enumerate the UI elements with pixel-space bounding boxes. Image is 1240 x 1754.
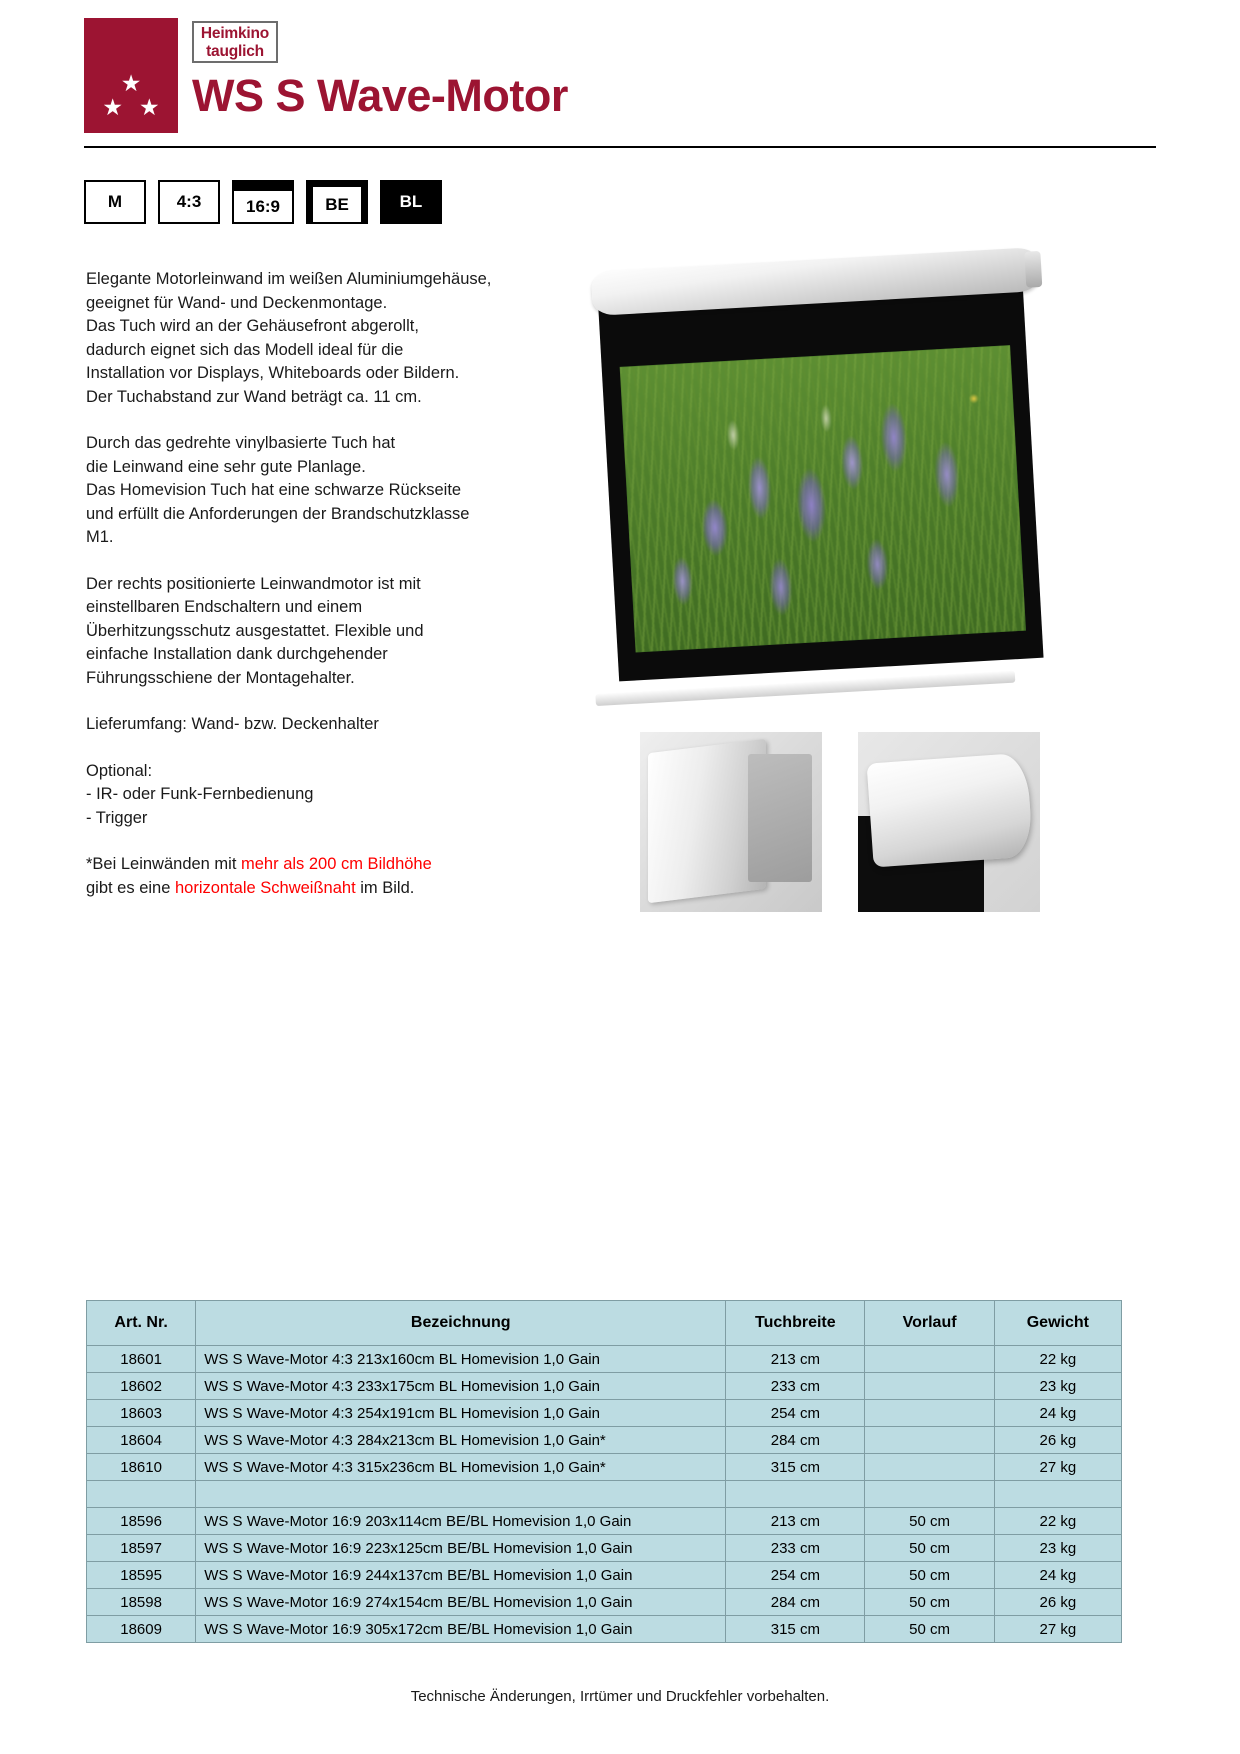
meadow-photo-texture [620, 345, 1026, 652]
optional-heading: Optional: [86, 761, 153, 780]
cell-art-nr: 18610 [87, 1454, 196, 1481]
desc-p1-line-4: dadurch eignet sich das Modell ideal für die [86, 340, 404, 359]
cell-bezeichnung: WS S Wave-Motor 16:9 305x172cm BE/BL Homevision 1,0 Gain [196, 1616, 726, 1643]
table-row [87, 1535, 1122, 1562]
cell-vorlauf: 50 cm [865, 1535, 994, 1562]
cell-tuchbreite: 254 cm [726, 1400, 865, 1427]
description-paragraph-1 [86, 268, 586, 409]
optional-accessories [86, 760, 586, 831]
description-paragraph-3 [86, 573, 586, 691]
heimkino-tauglich-badge [192, 21, 278, 63]
desc-p3-line-4: einfache Installation dank durchgehender [86, 645, 388, 663]
cell-art-nr: 18598 [87, 1589, 196, 1616]
footnote-line2-black-end: im Bild. [355, 878, 415, 897]
cell-gewicht: 22 kg [994, 1346, 1121, 1373]
footnote-line2-red: horizontale Schweißnaht [174, 878, 356, 897]
brand-logo [84, 18, 178, 133]
badge-be: BE [306, 180, 368, 224]
cell-bezeichnung: WS S Wave-Motor 16:9 203x114cm BE/BL Homevision 1,0 Gain [196, 1508, 726, 1535]
heimkino-badge-line1: Heimkino [200, 25, 270, 42]
cell-art-nr: 18601 [87, 1346, 196, 1373]
desc-p2-line-2: die Leinwand eine sehr gute Planlage. [86, 457, 366, 476]
desc-p3-line-3: Überhitzungsschutz ausgestattet. Flexible und [86, 621, 424, 640]
badge-bl: BL [380, 180, 442, 224]
hero-product-image [580, 272, 1040, 712]
footnote-line-1 [86, 853, 586, 877]
cell-art-nr: 18604 [87, 1427, 196, 1454]
table-row [87, 1346, 1122, 1373]
cell-tuchbreite: 284 cm [726, 1589, 865, 1616]
badge-16-9: 16:9 [232, 180, 294, 224]
column-header-tuchbreite: Tuchbreite [726, 1301, 865, 1346]
spacer-cell [994, 1481, 1121, 1508]
desc-p1-line-5: Installation vor Displays, Whiteboards oder Bildern. [86, 364, 460, 382]
optional-item-remote: - IR- oder Funk-Fernbedienung [86, 785, 314, 803]
cell-vorlauf [865, 1400, 994, 1427]
logo-stars [84, 72, 178, 119]
desc-p3-line-5: Führungsschiene der Montagehalter. [86, 668, 355, 687]
screen-black-border [598, 278, 1044, 681]
spacer-cell [196, 1481, 726, 1508]
table-body [87, 1346, 1122, 1643]
format-badge-row [84, 180, 442, 224]
table-row [87, 1562, 1122, 1589]
cell-vorlauf: 50 cm [865, 1616, 994, 1643]
table-row [87, 1454, 1122, 1481]
cell-bezeichnung: WS S Wave-Motor 16:9 244x137cm BE/BL Homevision 1,0 Gain [196, 1562, 726, 1589]
table-row [87, 1508, 1122, 1535]
badge-4-3: 4:3 [158, 180, 220, 224]
cell-vorlauf [865, 1427, 994, 1454]
cell-gewicht: 22 kg [994, 1508, 1121, 1535]
spacer-cell [865, 1481, 994, 1508]
column-header-vorlauf: Vorlauf [865, 1301, 994, 1346]
footnote-line1-red: mehr als 200 cm Bildhöhe [241, 855, 432, 873]
cell-bezeichnung: WS S Wave-Motor 4:3 233x175cm BL Homevision 1,0 Gain [196, 1373, 726, 1400]
cell-vorlauf [865, 1454, 994, 1481]
cell-art-nr: 18596 [87, 1508, 196, 1535]
desc-p1-line-2: geeignet für Wand- und Deckenmontage. [86, 293, 388, 312]
seam-footnote [86, 853, 586, 900]
cell-gewicht: 26 kg [994, 1589, 1121, 1616]
cell-art-nr: 18609 [87, 1616, 196, 1643]
projected-meadow-photo [620, 345, 1026, 652]
cell-tuchbreite: 213 cm [726, 1346, 865, 1373]
description-paragraph-2 [86, 432, 586, 550]
desc-p3-line-1: Der rechts positionierte Leinwandmotor ist mit [86, 574, 421, 593]
desc-p2-line-5: M1. [86, 528, 114, 546]
table-row [87, 1427, 1122, 1454]
detail-image-casing-open [640, 732, 822, 912]
cell-gewicht: 24 kg [994, 1400, 1121, 1427]
optional-item-trigger: - Trigger [86, 808, 148, 827]
footnote-line-2 [86, 877, 586, 901]
cell-vorlauf [865, 1373, 994, 1400]
cell-bezeichnung: WS S Wave-Motor 4:3 254x191cm BL Homevision 1,0 Gain [196, 1400, 726, 1427]
footnote-line1-black: *Bei Leinwänden mit [86, 855, 242, 873]
scope-of-delivery: Lieferumfang: Wand- bzw. Deckenhalter [86, 715, 379, 733]
desc-p3-line-2: einstellbaren Endschaltern und einem [86, 598, 363, 616]
product-description [86, 268, 586, 900]
column-header-gewicht: Gewicht [994, 1301, 1121, 1346]
cell-tuchbreite: 254 cm [726, 1562, 865, 1589]
cell-vorlauf: 50 cm [865, 1562, 994, 1589]
cell-gewicht: 27 kg [994, 1616, 1121, 1643]
table-row [87, 1400, 1122, 1427]
footnote-line2-black-start: gibt es eine [86, 878, 175, 897]
cell-art-nr: 18603 [87, 1400, 196, 1427]
cell-tuchbreite: 315 cm [726, 1454, 865, 1481]
cell-gewicht: 24 kg [994, 1562, 1121, 1589]
cell-gewicht: 27 kg [994, 1454, 1121, 1481]
table-header-row [87, 1301, 1122, 1346]
table-row [87, 1589, 1122, 1616]
cell-bezeichnung: WS S Wave-Motor 16:9 223x125cm BE/BL Homevision 1,0 Gain [196, 1535, 726, 1562]
desc-p1-line-6: Der Tuchabstand zur Wand beträgt ca. 11 cm. [86, 387, 422, 406]
page-title: WS S Wave-Motor [192, 70, 568, 121]
desc-p1-line-1: Elegante Motorleinwand im weißen Aluminiumgehäuse, [86, 270, 492, 288]
table-row [87, 1373, 1122, 1400]
cell-tuchbreite: 233 cm [726, 1373, 865, 1400]
product-specification-table [86, 1300, 1122, 1643]
cell-tuchbreite: 213 cm [726, 1508, 865, 1535]
cell-bezeichnung: WS S Wave-Motor 4:3 284x213cm BL Homevision 1,0 Gain* [196, 1427, 726, 1454]
header-divider [84, 146, 1156, 148]
cell-gewicht: 26 kg [994, 1427, 1121, 1454]
detail-image-casing-endcap [858, 732, 1040, 912]
cell-tuchbreite: 315 cm [726, 1616, 865, 1643]
desc-p2-line-1: Durch das gedrehte vinylbasierte Tuch hat [86, 434, 396, 452]
spacer-cell [87, 1481, 196, 1508]
star-icon-top: ★ [120, 70, 142, 96]
column-header-art-nr: Art. Nr. [87, 1301, 196, 1346]
cell-tuchbreite: 233 cm [726, 1535, 865, 1562]
cell-gewicht: 23 kg [994, 1373, 1121, 1400]
cell-art-nr: 18595 [87, 1562, 196, 1589]
cell-gewicht: 23 kg [994, 1535, 1121, 1562]
column-header-bezeichnung: Bezeichnung [196, 1301, 726, 1346]
page-header [84, 18, 1156, 136]
cell-bezeichnung: WS S Wave-Motor 4:3 315x236cm BL Homevision 1,0 Gain* [196, 1454, 726, 1481]
desc-p2-line-4: und erfüllt die Anforderungen der Brandschutzklasse [86, 504, 470, 523]
table-section-spacer [87, 1481, 1122, 1508]
table-header [87, 1301, 1122, 1346]
desc-p1-line-3: Das Tuch wird an der Gehäusefront abgerollt, [86, 317, 419, 335]
table-row [87, 1616, 1122, 1643]
detail-image-row [640, 732, 1040, 912]
cell-vorlauf: 50 cm [865, 1508, 994, 1535]
star-icon-bottom: ★★ [102, 94, 176, 120]
cell-art-nr: 18602 [87, 1373, 196, 1400]
cell-vorlauf [865, 1346, 994, 1373]
heimkino-badge-line2: tauglich [206, 43, 264, 60]
badge-m: M [84, 180, 146, 224]
cell-bezeichnung: WS S Wave-Motor 16:9 274x154cm BE/BL Homevision 1,0 Gain [196, 1589, 726, 1616]
cell-art-nr: 18597 [87, 1535, 196, 1562]
spacer-cell [726, 1481, 865, 1508]
cell-bezeichnung: WS S Wave-Motor 4:3 213x160cm BL Homevision 1,0 Gain [196, 1346, 726, 1373]
footer-disclaimer: Technische Änderungen, Irrtümer und Druckfehler vorbehalten. [410, 1688, 830, 1705]
cell-tuchbreite: 284 cm [726, 1427, 865, 1454]
cell-vorlauf: 50 cm [865, 1589, 994, 1616]
desc-p2-line-3: Das Homevision Tuch hat eine schwarze Rückseite [86, 481, 462, 499]
